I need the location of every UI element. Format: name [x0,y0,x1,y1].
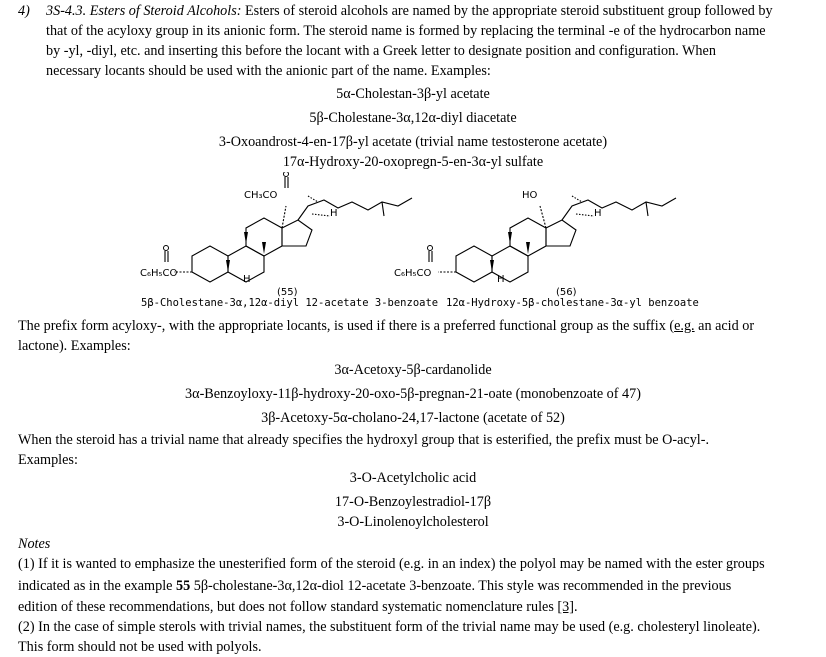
intro-line-3: by -yl, -diyl, etc. and inserting this before the locant with a Greek letter to designate position and configuration. When [46,43,716,59]
structure-number: (55) [277,287,298,298]
hydroxy-label: HO [522,190,538,201]
intro-line-2: that of the acyloxy group in its anionic form. The steroid name is formed by replacing the terminal -e of the hydrocarbon name [46,23,766,39]
section-heading: 3S-4.3. Esters of Steroid Alcohols: [46,3,242,19]
h-label: H [497,274,505,285]
trivial-paragraph-line-1: When the steroid has a trivial name that already specifies the hydroxyl group that is esterified, the prefix must be O-acyl-. [18,432,710,448]
example-line: 3α-Acetoxy-5β-cardanolide [334,362,492,378]
h-label: H [330,208,338,219]
example-line: 3β-Acetoxy-5α-cholano-24,17-lactone (acetate of 52) [261,410,565,426]
h-label: H [243,274,251,285]
benzoyl-label: C₆H₅CO [140,268,178,279]
example-line: 3-Oxoandrost-4-en-17β-yl acetate (trivial name testosterone acetate) [218,134,608,150]
example-line: 3-O-Acetylcholic acid [349,470,477,486]
structure-56-caption: 12α-Hydroxy-5β-cholestane-3α-yl benzoate [446,297,699,309]
prefix-paragraph-line-2: lactone). Examples: [18,338,131,354]
note-1-line-2: indicated as in the example 55 5β-cholestane-3α,12α-diol 12-acetate 3-benzoate. This style was recommended in the previous [18,578,732,594]
structure-reference: 55 [175,578,191,594]
citation-link[interactable]: [3] [557,599,574,615]
example-line: 5α-Cholestan-3β-yl acetate [336,86,490,102]
notes-title: Notes [18,536,51,552]
example-line: 17-O-Benzoylestradiol-17β [334,494,492,510]
note-2-line-1: (2) In the case of simple sterols with trivial names, the substituent form of the trivial name may be used (e.g. cholesteryl linoleate). [18,619,761,635]
trivial-paragraph-line-2: Examples: [18,452,78,468]
acetyl-label: CH₃CO [244,190,278,201]
intro-line-4: necessary locants should be used with the anionic part of the name. Examples: [46,63,491,79]
note-2-line-2: This form should not be used with polyols. [18,639,262,655]
note-1-line-3: edition of these recommendations, but does not follow standard systematic nomenclature rules [3]. [18,599,578,615]
item-number: 4) [18,3,30,19]
intro-line-1: 3S-4.3. Esters of Steroid Alcohols: Esters of steroid alcohols are named by the appropriate steroid substituent group followed by [46,3,773,19]
example-line: 5β-Cholestane-3α,12α-diyl diacetate [309,110,517,126]
structure-56-drawing [390,172,690,294]
structure-55-caption: 5β-Cholestane-3α,12α-diyl 12-acetate 3-benzoate [141,297,439,309]
example-line: 3α-Benzoyloxy-11β-hydroxy-20-oxo-5β-pregnan-21-oate (monobenzoate of 47) [185,386,641,402]
structure-number: (56) [556,287,577,298]
example-line: 3-O-Linolenoylcholesterol [337,514,489,530]
prefix-paragraph-line-1: The prefix form acyloxy-, with the appropriate locants, is used if there is a preferred functional group as the suffix (e.g. an acid or [18,318,755,334]
h-label: H [594,208,602,219]
benzoyl-label: C₆H₅CO [394,268,432,279]
note-1-line-1: (1) If it is wanted to emphasize the unesterified form of the steroid (e.g. in an index) the polyol may be named with the ester groups [18,556,765,572]
example-line: 17α-Hydroxy-20-oxopregn-5-en-3α-yl sulfate [282,154,544,170]
